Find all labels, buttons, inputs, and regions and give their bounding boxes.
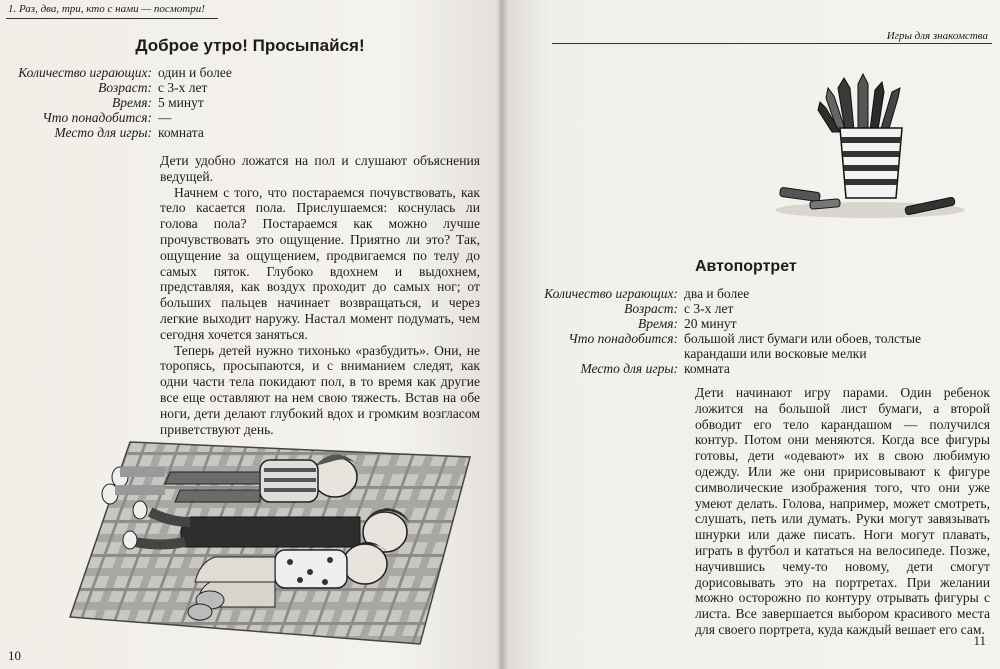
left-game-info — [8, 65, 232, 140]
paragraph: Теперь детей нужно тихонько «разбудить». Они, не торопясь, просыпаются, и с вниманием следят, как одни части тела покидают пол, в то время как другие все еще оставляют на нем свою тяжесть. Встав на обе ноги, дети делают глубокий вдох и громким возгласом приветствуют день. — [160, 342, 480, 437]
page-number-left: 10 — [8, 648, 21, 663]
info-row — [538, 316, 974, 331]
right-body-text — [695, 385, 990, 638]
info-value: — — [158, 110, 172, 125]
info-value: с 3-х лет — [684, 301, 734, 316]
info-row — [538, 331, 974, 361]
info-label: Что понадобится: — [568, 331, 678, 346]
info-row — [538, 361, 974, 376]
info-label: Количество играющих: — [18, 65, 152, 80]
left-page-title: Доброе утро! Просыпайся! — [135, 36, 365, 55]
info-label: Место для игры: — [580, 361, 678, 376]
running-head-left: 1. Раз, два, три, кто с нами — посмотри! — [8, 3, 205, 15]
info-value: комната — [158, 125, 204, 140]
header-rule-left — [6, 18, 218, 19]
right-page — [500, 0, 1000, 669]
info-value: 20 минут — [684, 316, 737, 331]
paragraph: Начнем с того, что постараемся почувствовать, как тело касается пола. Прислушаемся: коснулась ли голова пола? Постараемся как можно лучше прочувствовать это ощущение. Приятно ли это? Так, ощущение за ощущением, продвигаемся по телу до самых пяток. Глубоко вдохнем и выдохнем, представляя, как воздух проходит до самых ног; от больших пальцев начинает возвращаться, и через легкие выходит наружу. Настал момент подумать, чем сегодня хочется заняться. — [160, 184, 480, 342]
info-label: Что понадобится: — [42, 110, 152, 125]
info-value: два и более — [684, 286, 750, 301]
info-row — [538, 286, 974, 301]
info-value: большой лист бумаги или обоев, толстые карандаши или восковые мелки — [684, 331, 922, 361]
info-row — [538, 301, 974, 316]
info-label: Количество играющих: — [544, 286, 678, 301]
header-rule-right — [552, 43, 992, 44]
info-value: комната — [684, 361, 730, 376]
info-row — [8, 125, 232, 140]
info-label: Возраст: — [624, 301, 678, 316]
info-row — [8, 80, 232, 95]
page-number-right: 11 — [973, 633, 986, 648]
info-label: Возраст: — [98, 80, 152, 95]
paragraph: Дети начинают игру парами. Один ребенок ложится на большой лист бумаги, а второй обводит его тело карандашом — получился контур. Потом они меняются. Когда все фигуры готовы, дети «одевают» их в свою любимую одежду. Или же они пририсовывают к фигуре символические изображения того, что они уже умеют делать. Голова, например, может смотреть, слушать, петь или думать. Руки могут завязывать шнурки или даже писать. Ноги могут плавать, играть в футбол и кататься на велосипеде. Позже, научившись чему-то новому, дети смогут дорисовывать это на портретах. При желании можно осторожно по контуру отрывать фигуры с листа. Все завершается выбором красивого места для своего портрета, куда каждый вешает его сам. — [695, 385, 990, 637]
info-label: Время: — [111, 95, 152, 110]
info-row — [8, 110, 232, 125]
running-head-right: Игры для знакомства — [886, 30, 988, 42]
info-row — [8, 65, 232, 80]
book-spine-shadow — [496, 0, 508, 669]
right-page-title: Автопортрет — [695, 258, 797, 275]
pencil-cup-illustration — [770, 70, 970, 220]
info-label: Время: — [637, 316, 678, 331]
info-row — [8, 95, 232, 110]
paragraph: Дети удобно ложатся на пол и слушают объяснения ведущей. — [160, 153, 480, 184]
right-game-info — [538, 286, 974, 376]
info-label: Место для игры: — [54, 125, 152, 140]
children-on-blanket-illustration — [60, 432, 480, 647]
info-value: 5 минут — [158, 95, 204, 110]
info-value: с 3-х лет — [158, 80, 208, 95]
left-body-text — [160, 153, 480, 437]
info-value: один и более — [158, 65, 232, 80]
